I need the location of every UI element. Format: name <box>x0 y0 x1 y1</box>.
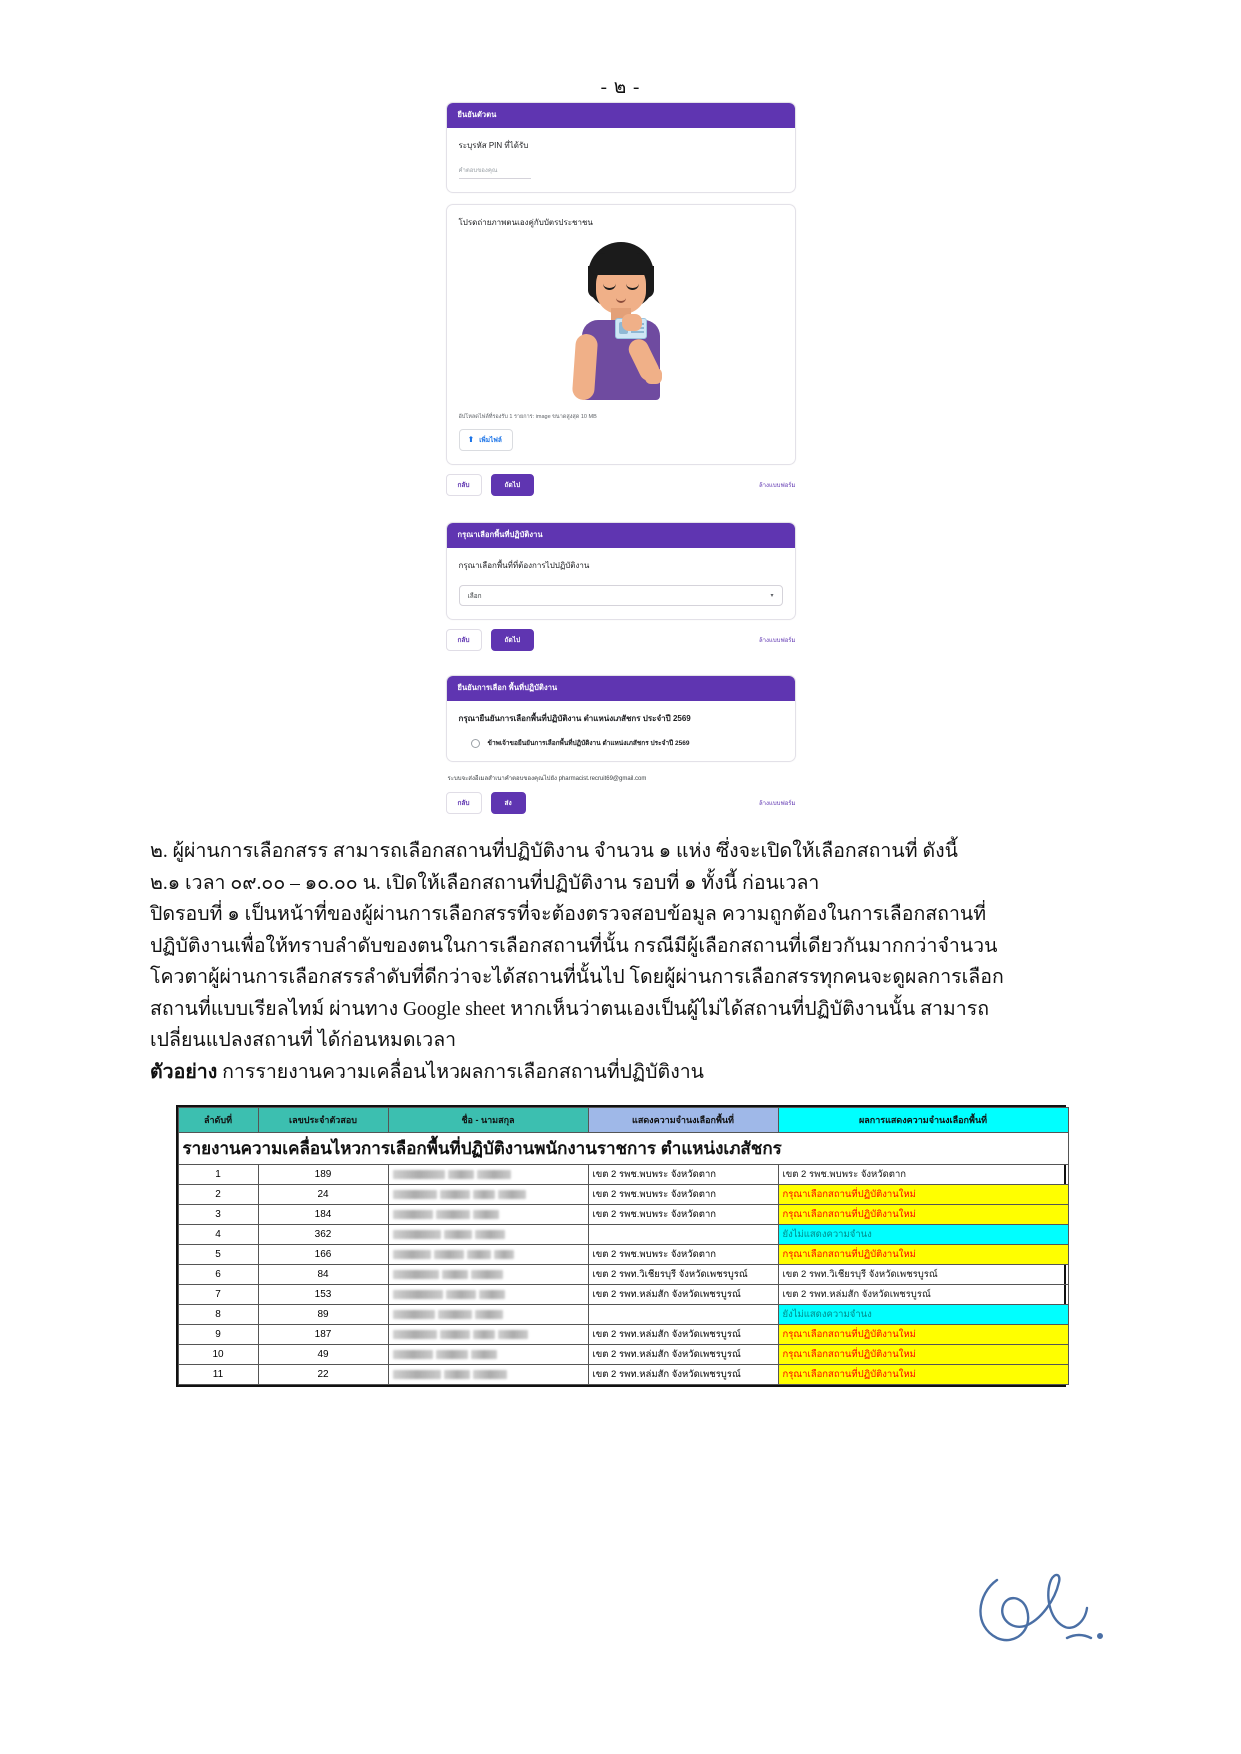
table-row <box>178 1224 1068 1244</box>
col-header-result: ผลการแสดงความจำนงเลือกพื้นที่ <box>778 1107 1068 1132</box>
col-header-exam-id: เลขประจำตัวสอบ <box>258 1107 388 1132</box>
body-paragraph-2: ๒.๑ เวลา ๐๙.๐๐ – ๑๐.๐๐ น. เปิดให้เลือกสถานที่ปฏิบัติงาน รอบที่ ๑ ทั้งนี้ ก่อนเวลา <box>150 872 820 894</box>
photo-card-actions <box>446 474 796 496</box>
table-row <box>178 1364 1068 1384</box>
cell-no: 5 <box>178 1244 258 1264</box>
cell-area: เขต 2 รพช.พบพระ จังหวัดตาก <box>588 1204 778 1224</box>
cell-result: เขต 2 รพช.พบพระ จังหวัดตาก <box>778 1164 1068 1184</box>
upload-note: อัปโหลดไฟล์ที่รองรับ 1 รายการ: image ขนาดสูงสุด 10 MB <box>458 414 597 420</box>
table-row <box>178 1184 1068 1204</box>
cell-name <box>388 1344 588 1364</box>
upload-icon: ⬆ <box>467 435 475 444</box>
cell-exam-id: 153 <box>258 1284 388 1304</box>
area-card <box>446 522 796 620</box>
cell-area: เขต 2 รพท.หล่มสัก จังหวัดเพชรบูรณ์ <box>588 1344 778 1364</box>
avatar-illustration <box>459 242 783 407</box>
cell-result: ยังไม่แสดงความจำนง <box>778 1304 1068 1324</box>
cell-name <box>388 1284 588 1304</box>
pin-question-label: ระบุรหัส PIN ที่ได้รับ <box>458 141 529 150</box>
cell-no: 9 <box>178 1324 258 1344</box>
table-row <box>178 1164 1068 1184</box>
area-select[interactable] <box>459 585 783 606</box>
confirm-card-actions <box>446 792 796 814</box>
pin-input[interactable]: คำตอบของคุณ <box>459 165 531 179</box>
col-header-no: ลำดับที่ <box>178 1107 258 1132</box>
report-table-title: รายงานความเคลื่อนไหวการเลือกพื้นที่ปฏิบัติงานพนักงานราชการ ตำแหน่งเภสัชกร <box>178 1132 1068 1164</box>
screenshot-stack <box>0 102 1241 814</box>
report-table-head <box>178 1107 1068 1132</box>
cell-no: 7 <box>178 1284 258 1304</box>
add-file-label: เพิ่มไฟล์ <box>479 437 502 444</box>
cell-result: เขต 2 รพท.หล่มสัก จังหวัดเพชรบูรณ์ <box>778 1284 1068 1304</box>
table-row <box>178 1244 1068 1264</box>
cell-result: กรุณาเลือกสถานที่ปฏิบัติงานใหม่ <box>778 1324 1068 1344</box>
col-header-name: ชื่อ - นามสกุล <box>388 1107 588 1132</box>
add-file-button[interactable] <box>459 429 513 451</box>
cell-area <box>588 1304 778 1324</box>
cell-result: กรุณาเลือกสถานที่ปฏิบัติงานใหม่ <box>778 1244 1068 1264</box>
clear-form-link-3[interactable]: ล้างแบบฟอร์ม <box>759 801 796 807</box>
cell-no: 11 <box>178 1364 258 1384</box>
table-row <box>178 1304 1068 1324</box>
table-row <box>178 1264 1068 1284</box>
cell-no: 4 <box>178 1224 258 1244</box>
cell-result: กรุณาเลือกสถานที่ปฏิบัติงานใหม่ <box>778 1364 1068 1384</box>
cell-name <box>388 1244 588 1264</box>
cell-name <box>388 1164 588 1184</box>
page-number: - ๒ - <box>600 77 641 98</box>
col-header-area: แสดงความจำนงเลือกพื้นที่ <box>588 1107 778 1132</box>
form-screenshot-area <box>446 522 796 651</box>
example-text: การรายงานความเคลื่อนไหวผลการเลือกสถานที่ปฏิบัติงาน <box>217 1062 704 1084</box>
cell-name <box>388 1324 588 1344</box>
confirm-radio-label: ข้าพเจ้าขอยืนยันการเลือกพื้นที่ปฏิบัติงาน ตำแหน่งเภสัชกร ประจำปี 2569 <box>487 740 690 747</box>
cell-name <box>388 1184 588 1204</box>
cell-name <box>388 1264 588 1284</box>
cell-no: 2 <box>178 1184 258 1204</box>
area-question-label: กรุณาเลือกพื้นที่ที่ต้องการไปปฏิบัติงาน <box>458 561 590 570</box>
cell-name <box>388 1304 588 1324</box>
body-paragraph-1: ๒. ผู้ผ่านการเลือกสรร สามารถเลือกสถานที่ปฏิบัติงาน จำนวน ๑ แห่ง ซึ่งจะเปิดให้เลือกสถานที่ ดังนี้ <box>150 841 958 862</box>
cell-area <box>588 1224 778 1244</box>
confirm-radio-option[interactable] <box>459 738 783 748</box>
cell-result: กรุณาเลือกสถานที่ปฏิบัติงานใหม่ <box>778 1344 1068 1364</box>
cell-exam-id: 22 <box>258 1364 388 1384</box>
cell-name <box>388 1364 588 1384</box>
area-card-actions <box>446 629 796 651</box>
photo-question-label: โปรดถ่ายภาพตนเองคู่กับบัตรประชาชน <box>458 218 593 227</box>
cell-exam-id: 362 <box>258 1224 388 1244</box>
cell-exam-id: 89 <box>258 1304 388 1324</box>
cell-no: 8 <box>178 1304 258 1324</box>
identity-card <box>446 102 796 193</box>
table-row <box>178 1324 1068 1344</box>
signature <box>963 1560 1123 1670</box>
cell-exam-id: 24 <box>258 1184 388 1204</box>
body-paragraph-3: ปิดรอบที่ ๑ เป็นหน้าที่ของผู้ผ่านการเลือกสรรที่จะต้องตรวจสอบข้อมูล ความถูกต้องในการเลือกสถานที่ <box>150 904 987 926</box>
area-select-value: เลือก <box>467 592 482 600</box>
next-button-2[interactable]: ถัดไป <box>491 629 535 651</box>
report-table <box>178 1107 1069 1385</box>
cell-no: 1 <box>178 1164 258 1184</box>
cell-exam-id: 184 <box>258 1204 388 1224</box>
cell-result: ยังไม่แสดงความจำนง <box>778 1224 1068 1244</box>
body-paragraph-6: สถานที่แบบเรียลไทม์ ผ่านทาง Google sheet หากเห็นว่าตนเองเป็นผู้ไม่ได้สถานที่ปฏิบัติงานนั้น สามารถ <box>150 998 990 1020</box>
example-label: ตัวอย่าง <box>150 1062 218 1084</box>
cell-area: เขต 2 รพท.วิเชียรบุรี จังหวัดเพชรบูรณ์ <box>588 1264 778 1284</box>
back-button-2[interactable]: กลับ <box>446 629 482 651</box>
clear-form-link-1[interactable]: ล้างแบบฟอร์ม <box>759 483 796 489</box>
form-screenshot-identity <box>446 102 796 496</box>
cell-name <box>388 1224 588 1244</box>
cell-area: เขต 2 รพช.พบพระ จังหวัดตาก <box>588 1244 778 1264</box>
radio-icon <box>471 739 480 748</box>
cell-exam-id: 187 <box>258 1324 388 1344</box>
table-row <box>178 1284 1068 1304</box>
example-caption <box>150 1057 1091 1089</box>
body-paragraph-4: ปฏิบัติงานเพื่อให้ทราบลำดับของตนในการเลือกสถานที่นั้น กรณีมีผู้เลือกสถานที่เดียวกันมากกว่าจำนวน <box>150 935 998 957</box>
cell-exam-id: 49 <box>258 1344 388 1364</box>
cell-exam-id: 84 <box>258 1264 388 1284</box>
report-table-body <box>178 1164 1068 1384</box>
identity-card-header: ยืนยันตัวตน <box>447 103 795 128</box>
confirm-card-header: ยืนยันการเลือก พื้นที่ปฏิบัติงาน <box>447 676 795 701</box>
cell-result: กรุณาเลือกสถานที่ปฏิบัติงานใหม่ <box>778 1184 1068 1204</box>
document-body <box>0 836 1241 1089</box>
send-button[interactable]: ส่ง <box>491 792 526 814</box>
cell-area: เขต 2 รพท.หล่มสัก จังหวัดเพชรบูรณ์ <box>588 1364 778 1384</box>
cell-area: เขต 2 รพท.หล่มสัก จังหวัดเพชรบูรณ์ <box>588 1284 778 1304</box>
confirm-question-label: กรุณายืนยันการเลือกพื้นที่ปฏิบัติงาน ตำแหน่งเภสัชกร ประจำปี 2569 <box>458 714 691 723</box>
cell-exam-id: 189 <box>258 1164 388 1184</box>
cell-no: 3 <box>178 1204 258 1224</box>
area-card-header: กรุณาเลือกพื้นที่ปฏิบัติงาน <box>447 523 795 548</box>
cell-area: เขต 2 รพท.หล่มสัก จังหวัดเพชรบูรณ์ <box>588 1324 778 1344</box>
cell-area: เขต 2 รพช.พบพระ จังหวัดตาก <box>588 1184 778 1204</box>
back-button-3[interactable]: กลับ <box>446 792 482 814</box>
report-table-container <box>176 1105 1066 1387</box>
email-copy-note: ระบบจะส่งอีเมลสำเนาคำตอบของคุณไปยัง pharmacist.recruit69@gmail.com <box>447 776 647 782</box>
photo-card <box>446 204 796 465</box>
cell-result: กรุณาเลือกสถานที่ปฏิบัติงานใหม่ <box>778 1204 1068 1224</box>
body-paragraph-7: เปลี่ยนแปลงสถานที่ ได้ก่อนหมดเวลา <box>150 1030 457 1052</box>
form-screenshot-confirm <box>446 675 796 814</box>
cell-result: เขต 2 รพท.วิเชียรบุรี จังหวัดเพชรบูรณ์ <box>778 1264 1068 1284</box>
chevron-down-icon: ▾ <box>770 593 774 599</box>
next-button-1[interactable]: ถัดไป <box>491 474 535 496</box>
table-row <box>178 1204 1068 1224</box>
clear-form-link-2[interactable]: ล้างแบบฟอร์ม <box>759 638 796 644</box>
cell-name <box>388 1204 588 1224</box>
confirm-card <box>446 675 796 762</box>
back-button-1[interactable]: กลับ <box>446 474 482 496</box>
cell-no: 10 <box>178 1344 258 1364</box>
cell-exam-id: 166 <box>258 1244 388 1264</box>
table-row <box>178 1344 1068 1364</box>
cell-no: 6 <box>178 1264 258 1284</box>
body-paragraph-5: โควตาผู้ผ่านการเลือกสรรลำดับที่ดีกว่าจะได้สถานที่นั้นไป โดยผู้ผ่านการเลือกสรรทุกคนจะดูผลการเลือก <box>150 967 1004 989</box>
cell-area: เขต 2 รพช.พบพระ จังหวัดตาก <box>588 1164 778 1184</box>
